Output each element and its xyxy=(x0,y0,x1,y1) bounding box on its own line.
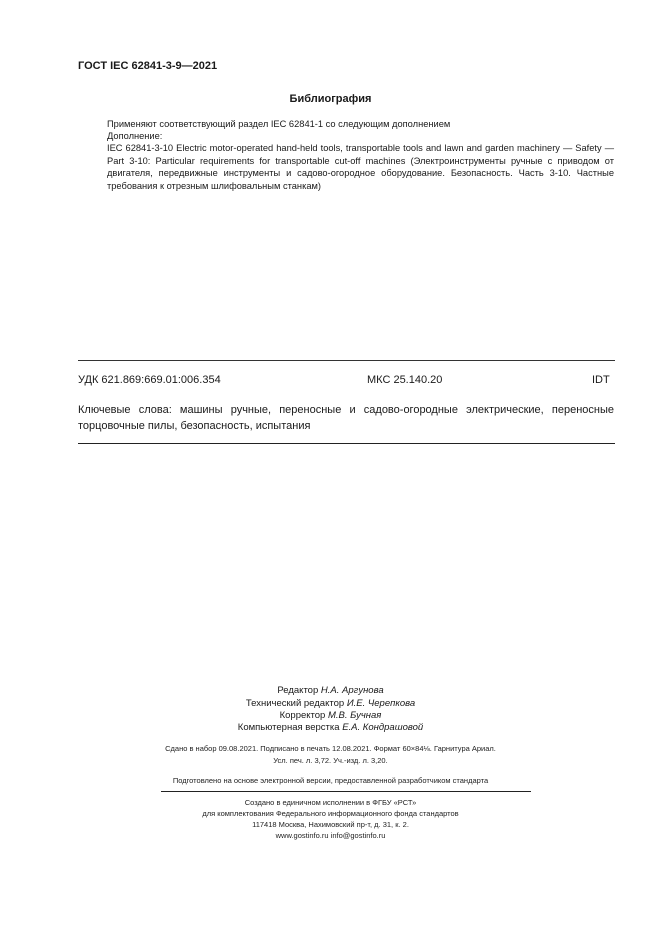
idt-mark: IDT xyxy=(592,374,610,386)
keywords: Ключевые слова: машины ручные, переносные и садово-огородные электрические, переносные торцовочные пилы, безопасность, испытания xyxy=(78,404,614,432)
print-info-line3: Подготовлено на основе электронной версии, предоставленной разработчиком стандарта xyxy=(172,776,489,785)
credit-tech-editor-name: И.Е. Черепкова xyxy=(346,698,416,709)
print-info-line1: Сдано в набор 09.08.2021. Подписано в печать 12.08.2021. Формат 60×84⅛. Гарнитура Ариал. xyxy=(165,744,496,753)
publisher-address: 117418 Москва, Нахимовский пр-т, д. 31, к. 2. xyxy=(252,820,409,829)
credit-editor xyxy=(0,684,661,697)
credit-tech-editor-role: Технический редактор xyxy=(245,698,345,709)
publisher-line1: Создано в единичном исполнении в ФГБУ «РСТ» xyxy=(244,798,417,807)
mks-code: МКС 25.140.20 xyxy=(367,374,443,386)
credit-corrector-role: Корректор xyxy=(279,710,326,721)
standard-header: ГОСТ IEC 62841-3-9—2021 xyxy=(78,60,218,72)
bibliography-entry xyxy=(78,142,614,192)
section-divider-bottom xyxy=(78,443,615,444)
credit-layout-name: Е.А. Кондрашовой xyxy=(342,722,424,733)
publisher-line2: для комплектования Федерального информационного фонда стандартов xyxy=(202,809,459,818)
credit-corrector-name: М.В. Бучная xyxy=(327,710,382,721)
section-divider-top xyxy=(78,360,615,361)
print-info-line2: Усл. печ. л. 3,72. Уч.-изд. л. 3,20. xyxy=(273,756,388,765)
udk-code: УДК 621.869:669.01:006.354 xyxy=(78,374,221,386)
credit-layout-role: Компьютерная верстка xyxy=(237,722,340,733)
credit-editor-role: Редактор xyxy=(277,685,319,696)
imprint-divider xyxy=(161,791,531,792)
bibliography-addition-label: Дополнение: xyxy=(107,131,163,141)
bibliography-title: Библиография xyxy=(289,93,372,105)
bibliography-intro: Применяют соответствующий раздел IEC 62841-1 со следующим дополнением xyxy=(107,119,451,129)
publisher-contacts: www.gostinfo.ru info@gostinfo.ru xyxy=(275,831,386,840)
credit-layout xyxy=(0,721,661,734)
bibliography-entry-text: IEC 62841-3-10 Electric motor-operated hand-held tools, transportable tools and lawn and garden machinery — Safety — Part 3-10: Particular requirements for transportable cut-off machines (Электроинструменты ручные с приводом от двигателя, передвижные инструменты и садово-огородное оборудование. Безопасность. Часть 3-10. Частные требования к отрезным шлифовальным станкам) xyxy=(107,143,614,191)
credit-editor-name: Н.А. Аргунова xyxy=(320,685,384,696)
